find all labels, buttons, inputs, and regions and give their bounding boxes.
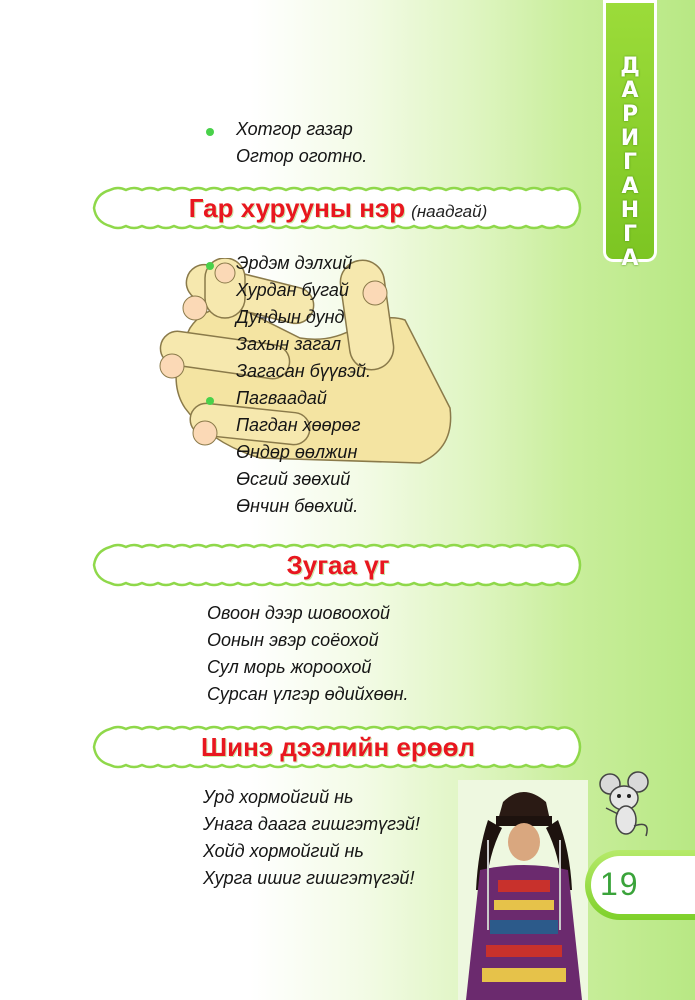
- side-tab-letter: А: [621, 78, 639, 103]
- page-number: 19: [600, 866, 640, 902]
- section-banner-finger-names: [88, 186, 588, 230]
- poem-line: Дундын дунд: [236, 307, 345, 327]
- poem-line: Сурсан үлгэр өдийхөөн.: [207, 684, 409, 704]
- side-tab-letter: А: [621, 246, 639, 271]
- poem-line: Өндөр өөлжин: [236, 442, 358, 462]
- poem-line: Өнчин бөөхий.: [236, 496, 359, 516]
- bullet-dot: [206, 397, 214, 405]
- side-tab-letter: Р: [621, 102, 639, 127]
- side-tab-dariganga: [603, 0, 657, 271]
- poem-line: Хурдан бугай: [236, 280, 349, 300]
- section-title: Гар хурууны нэр: [188, 193, 406, 223]
- banner-label: [88, 725, 588, 769]
- bullet-dot: [206, 262, 214, 270]
- poem-line: Загасан бүүвэй.: [236, 361, 372, 381]
- poem-line: Сул морь жороохой: [207, 657, 372, 677]
- banner-label: [88, 186, 588, 230]
- side-tab-letter: И: [620, 126, 640, 151]
- section-title: Зугаа үг: [286, 550, 390, 580]
- mouse-cartoon: [596, 770, 658, 840]
- poem-line: Хотгор газар: [236, 119, 353, 139]
- poem-line: Пагдан хөөрөг: [236, 415, 361, 435]
- poem-line: Урд хормойгий нь: [203, 787, 354, 807]
- side-tab-letter: Г: [622, 222, 638, 247]
- traditional-dress-portrait: [458, 780, 588, 1000]
- section-banner-zugaa: [88, 543, 588, 587]
- poem-line: Эрдэм дэлхий: [236, 253, 353, 273]
- side-tab-letter: Г: [622, 150, 638, 175]
- side-tab-letter: Н: [620, 198, 640, 223]
- poem-line: Оонын эвэр соёохой: [207, 630, 379, 650]
- poem-line: Огтор оготно.: [236, 146, 368, 166]
- poem-line: Пагваадай: [236, 388, 327, 408]
- banner-label: [88, 543, 588, 587]
- poem-line: Захын загал: [236, 334, 342, 354]
- poem-line: Унага даага гишгэтүгэй!: [203, 814, 420, 834]
- side-tab-letter: А: [621, 174, 639, 199]
- poem-line: Хойд хормойгий нь: [203, 841, 364, 861]
- side-tab-letters: [603, 55, 657, 271]
- section-subtitle: (наадгай): [411, 202, 488, 221]
- bullet-dot: [206, 128, 214, 136]
- section-title: Шинэ дээлийн ерөөл: [200, 732, 475, 762]
- poem-line: Өсгий зөөхий: [236, 469, 351, 489]
- side-tab-letter: Д: [620, 54, 640, 79]
- section-banner-deel-blessing: [88, 725, 588, 769]
- poem-line: Овоон дээр шовоохой: [207, 603, 390, 623]
- poem-line: Хурга ишиг гишгэтүгэй!: [203, 868, 415, 888]
